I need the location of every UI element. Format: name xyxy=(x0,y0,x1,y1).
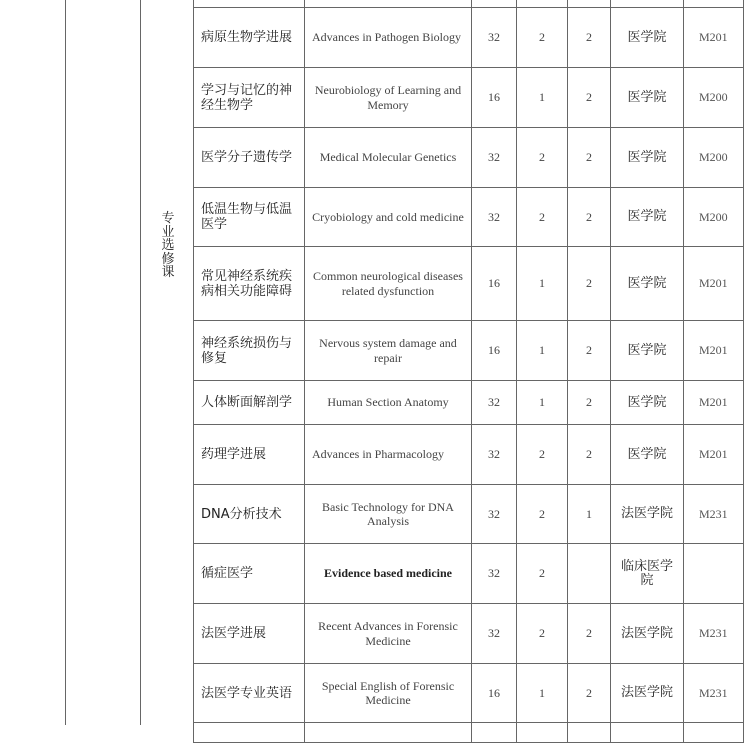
course-department: 医学院 xyxy=(611,321,684,381)
course-credits: 1 xyxy=(517,68,568,128)
table-row xyxy=(194,544,744,604)
course-code xyxy=(684,0,744,8)
course-department: 医学院 xyxy=(611,8,684,68)
course-name-cn: 病原生物学进展 xyxy=(194,8,305,68)
course-credits: 1 xyxy=(517,321,568,381)
course-department xyxy=(611,723,684,743)
category-column-border xyxy=(140,0,141,725)
course-semester xyxy=(568,544,611,604)
course-hours xyxy=(472,0,517,8)
course-name-cn: 医学分子遗传学 xyxy=(194,128,305,188)
course-code xyxy=(684,723,744,743)
course-name-cn: DNA分析技术 xyxy=(194,485,305,544)
course-hours: 32 xyxy=(472,128,517,188)
course-name-cn xyxy=(194,0,305,8)
course-hours xyxy=(472,723,517,743)
category-label: 专业选修课 xyxy=(161,211,175,280)
course-code: M201 xyxy=(684,381,744,425)
course-hours: 32 xyxy=(472,8,517,68)
course-department: 法医学院 xyxy=(611,604,684,664)
course-credits: 2 xyxy=(517,544,568,604)
course-semester: 2 xyxy=(568,68,611,128)
course-department: 临床医学院 xyxy=(611,544,684,604)
course-name-cn: 低温生物与低温医学 xyxy=(194,188,305,247)
course-semester xyxy=(568,723,611,743)
course-department: 医学院 xyxy=(611,188,684,247)
course-name-cn: 法医学进展 xyxy=(194,604,305,664)
course-semester: 2 xyxy=(568,188,611,247)
course-name-cn: 神经系统损伤与修复 xyxy=(194,321,305,381)
course-department: 医学院 xyxy=(611,425,684,485)
table-row xyxy=(194,128,744,188)
course-semester xyxy=(568,0,611,8)
course-name-cn: 循症医学 xyxy=(194,544,305,604)
course-code: M200 xyxy=(684,68,744,128)
course-credits: 2 xyxy=(517,604,568,664)
course-hours: 16 xyxy=(472,664,517,723)
course-name-en: Advances in Pharmacology xyxy=(305,425,472,485)
course-department: 法医学院 xyxy=(611,664,684,723)
course-hours: 32 xyxy=(472,485,517,544)
course-name-en: Advances in Pathogen Biology xyxy=(305,8,472,68)
course-department xyxy=(611,0,684,8)
course-name-cn: 法医学专业英语 xyxy=(194,664,305,723)
course-semester: 2 xyxy=(568,247,611,321)
course-credits: 2 xyxy=(517,8,568,68)
course-hours: 16 xyxy=(472,321,517,381)
course-code: M200 xyxy=(684,128,744,188)
course-credits: 1 xyxy=(517,381,568,425)
course-name-en: Common neurological diseases related dysfunction xyxy=(305,247,472,321)
course-credits: 2 xyxy=(517,485,568,544)
course-semester: 2 xyxy=(568,664,611,723)
course-semester: 2 xyxy=(568,381,611,425)
course-code: M231 xyxy=(684,604,744,664)
course-credits xyxy=(517,723,568,743)
course-name-cn: 学习与记忆的神经生物学 xyxy=(194,68,305,128)
course-name-en: Cryobiology and cold medicine xyxy=(305,188,472,247)
course-hours: 32 xyxy=(472,604,517,664)
course-name-en xyxy=(305,0,472,8)
course-department: 医学院 xyxy=(611,381,684,425)
course-semester: 2 xyxy=(568,8,611,68)
course-credits: 1 xyxy=(517,664,568,723)
course-name-cn xyxy=(194,723,305,743)
course-name-en: Special English of Forensic Medicine xyxy=(305,664,472,723)
outer-left-border xyxy=(65,0,66,725)
course-semester: 2 xyxy=(568,425,611,485)
course-hours: 32 xyxy=(472,188,517,247)
course-table-body xyxy=(194,0,744,743)
course-hours: 32 xyxy=(472,425,517,485)
table-row xyxy=(194,604,744,664)
table-row xyxy=(194,664,744,723)
course-name-en: Human Section Anatomy xyxy=(305,381,472,425)
course-name-en: Basic Technology for DNA Analysis xyxy=(305,485,472,544)
course-name-en xyxy=(305,723,472,743)
course-name-cn: 人体断面解剖学 xyxy=(194,381,305,425)
course-department: 法医学院 xyxy=(611,485,684,544)
course-code: M201 xyxy=(684,8,744,68)
course-name-en: Neurobiology of Learning and Memory xyxy=(305,68,472,128)
course-hours: 32 xyxy=(472,544,517,604)
course-credits: 2 xyxy=(517,425,568,485)
course-hours: 16 xyxy=(472,68,517,128)
course-semester: 2 xyxy=(568,604,611,664)
course-credits: 1 xyxy=(517,247,568,321)
course-table xyxy=(193,0,744,743)
table-row xyxy=(194,0,744,8)
course-credits xyxy=(517,0,568,8)
table-row xyxy=(194,68,744,128)
table-row xyxy=(194,321,744,381)
course-credits: 2 xyxy=(517,128,568,188)
course-semester: 1 xyxy=(568,485,611,544)
course-code: M201 xyxy=(684,425,744,485)
course-code: M231 xyxy=(684,664,744,723)
table-row xyxy=(194,381,744,425)
table-row xyxy=(194,723,744,743)
course-department: 医学院 xyxy=(611,247,684,321)
course-name-en: Medical Molecular Genetics xyxy=(305,128,472,188)
course-code: M201 xyxy=(684,321,744,381)
course-code xyxy=(684,544,744,604)
course-name-cn: 药理学进展 xyxy=(194,425,305,485)
course-credits: 2 xyxy=(517,188,568,247)
course-hours: 32 xyxy=(472,381,517,425)
course-name-en: Nervous system damage and repair xyxy=(305,321,472,381)
course-code: M231 xyxy=(684,485,744,544)
course-semester: 2 xyxy=(568,321,611,381)
table-row xyxy=(194,425,744,485)
course-code: M200 xyxy=(684,188,744,247)
course-department: 医学院 xyxy=(611,68,684,128)
course-name-cn: 常见神经系统疾病相关功能障碍 xyxy=(194,247,305,321)
table-row xyxy=(194,188,744,247)
course-hours: 16 xyxy=(472,247,517,321)
course-semester: 2 xyxy=(568,128,611,188)
course-name-en: Evidence based medicine xyxy=(305,544,472,604)
course-code: M201 xyxy=(684,247,744,321)
course-department: 医学院 xyxy=(611,128,684,188)
table-row xyxy=(194,485,744,544)
course-name-en: Recent Advances in Forensic Medicine xyxy=(305,604,472,664)
table-row xyxy=(194,247,744,321)
table-row xyxy=(194,8,744,68)
